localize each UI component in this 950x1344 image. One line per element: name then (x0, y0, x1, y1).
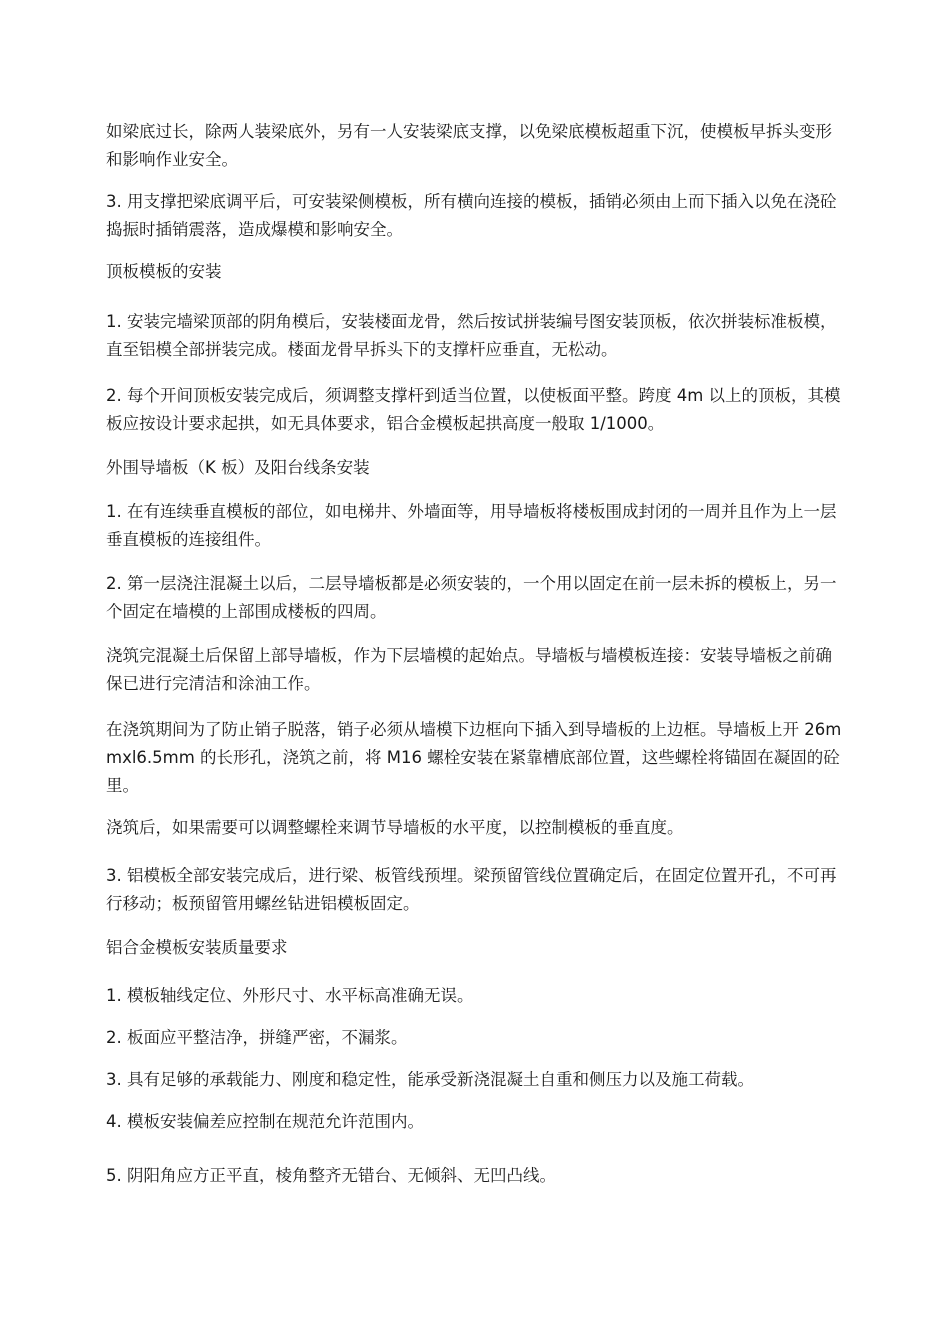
list-item-quality-1: 1. 模板轴线定位、外形尺寸、水平标高准确无误。 (106, 986, 474, 1005)
paragraph-pipe-embedding: 3. 铝模板全部安装完成后，进行梁、板管线预埋。梁预留管线位置确定后，在固定位置开孔，不可再行移动；板预留管用螺丝钻进铝模板固定。 (106, 866, 837, 913)
section-heading-quality: 铝合金模板安装质量要求 (106, 938, 288, 957)
paragraph-beam-bottom-support: 如梁底过长，除两人装梁底外，另有一人安装梁底支撑，以免梁底模板超重下沉，使模板早拆头变形和影响作业安全。 (106, 122, 832, 169)
paragraph-k-board-second-layer: 2. 第一层浇注混凝土以后，二层导墙板都是必须安装的，一个用以固定在前一层未拆的模板上，另一个固定在墙模的上部围成楼板的四周。 (106, 574, 837, 621)
paragraph-k-board-continuous: 1. 在有连续垂直模板的部位，如电梯井、外墙面等，用导墙板将楼板围成封闭的一周并且作为上一层垂直模板的连接组件。 (106, 502, 837, 549)
paragraph-roof-slab-adjust: 2. 每个开间顶板安装完成后，须调整支撑杆到适当位置，以使板面平整。跨度 4m 以上的顶板，其模板应按设计要求起拱，如无具体要求，铝合金模板起拱高度一般取 1/1000。 (106, 386, 841, 433)
paragraph-beam-side-formwork: 3. 用支撑把梁底调平后，可安装梁侧模板，所有横向连接的模板，插销必须由上而下插入以免在浇砼捣振时插销震落，造成爆模和影响安全。 (106, 192, 837, 239)
list-item-quality-5: 5. 阴阳角应方正平直，棱角整齐无错台、无倾斜、无凹凸线。 (106, 1166, 556, 1185)
list-item-quality-2: 2. 板面应平整洁净，拼缝严密，不漏浆。 (106, 1028, 408, 1047)
section-heading-roof-slab: 顶板模板的安装 (106, 262, 222, 281)
paragraph-k-board-adjust: 浇筑后，如果需要可以调整螺栓来调节导墙板的水平度，以控制模板的垂直度。 (106, 818, 684, 837)
list-item-quality-3: 3. 具有足够的承载能力、刚度和稳定性，能承受新浇混凝土自重和侧压力以及施工荷载。 (106, 1070, 754, 1089)
section-heading-k-board: 外围导墙板（K 板）及阳台线条安装 (106, 458, 370, 477)
paragraph-k-board-retain: 浇筑完混凝土后保留上部导墙板，作为下层墙模的起始点。导墙板与墙模板连接：安装导墙板之前确保已进行完清洁和涂油工作。 (106, 646, 832, 693)
paragraph-k-board-pins: 在浇筑期间为了防止销子脱落，销子必须从墙模下边框向下插入到导墙板的上边框。导墙板上开 26mmxl6.5mm 的长形孔，浇筑之前，将 M16 螺栓安装在紧靠槽底部位置，这些螺栓将锚固在凝固的砼里。 (106, 720, 842, 795)
paragraph-roof-slab-install: 1. 安装完墙梁顶部的阴角模后，安装楼面龙骨，然后按试拼装编号图安装顶板，依次拼装标准板模，直至铝模全部拼装完成。楼面龙骨早拆头下的支撑杆应垂直，无松动。 (106, 312, 837, 359)
list-item-quality-4: 4. 模板安装偏差应控制在规范允许范围内。 (106, 1112, 424, 1131)
